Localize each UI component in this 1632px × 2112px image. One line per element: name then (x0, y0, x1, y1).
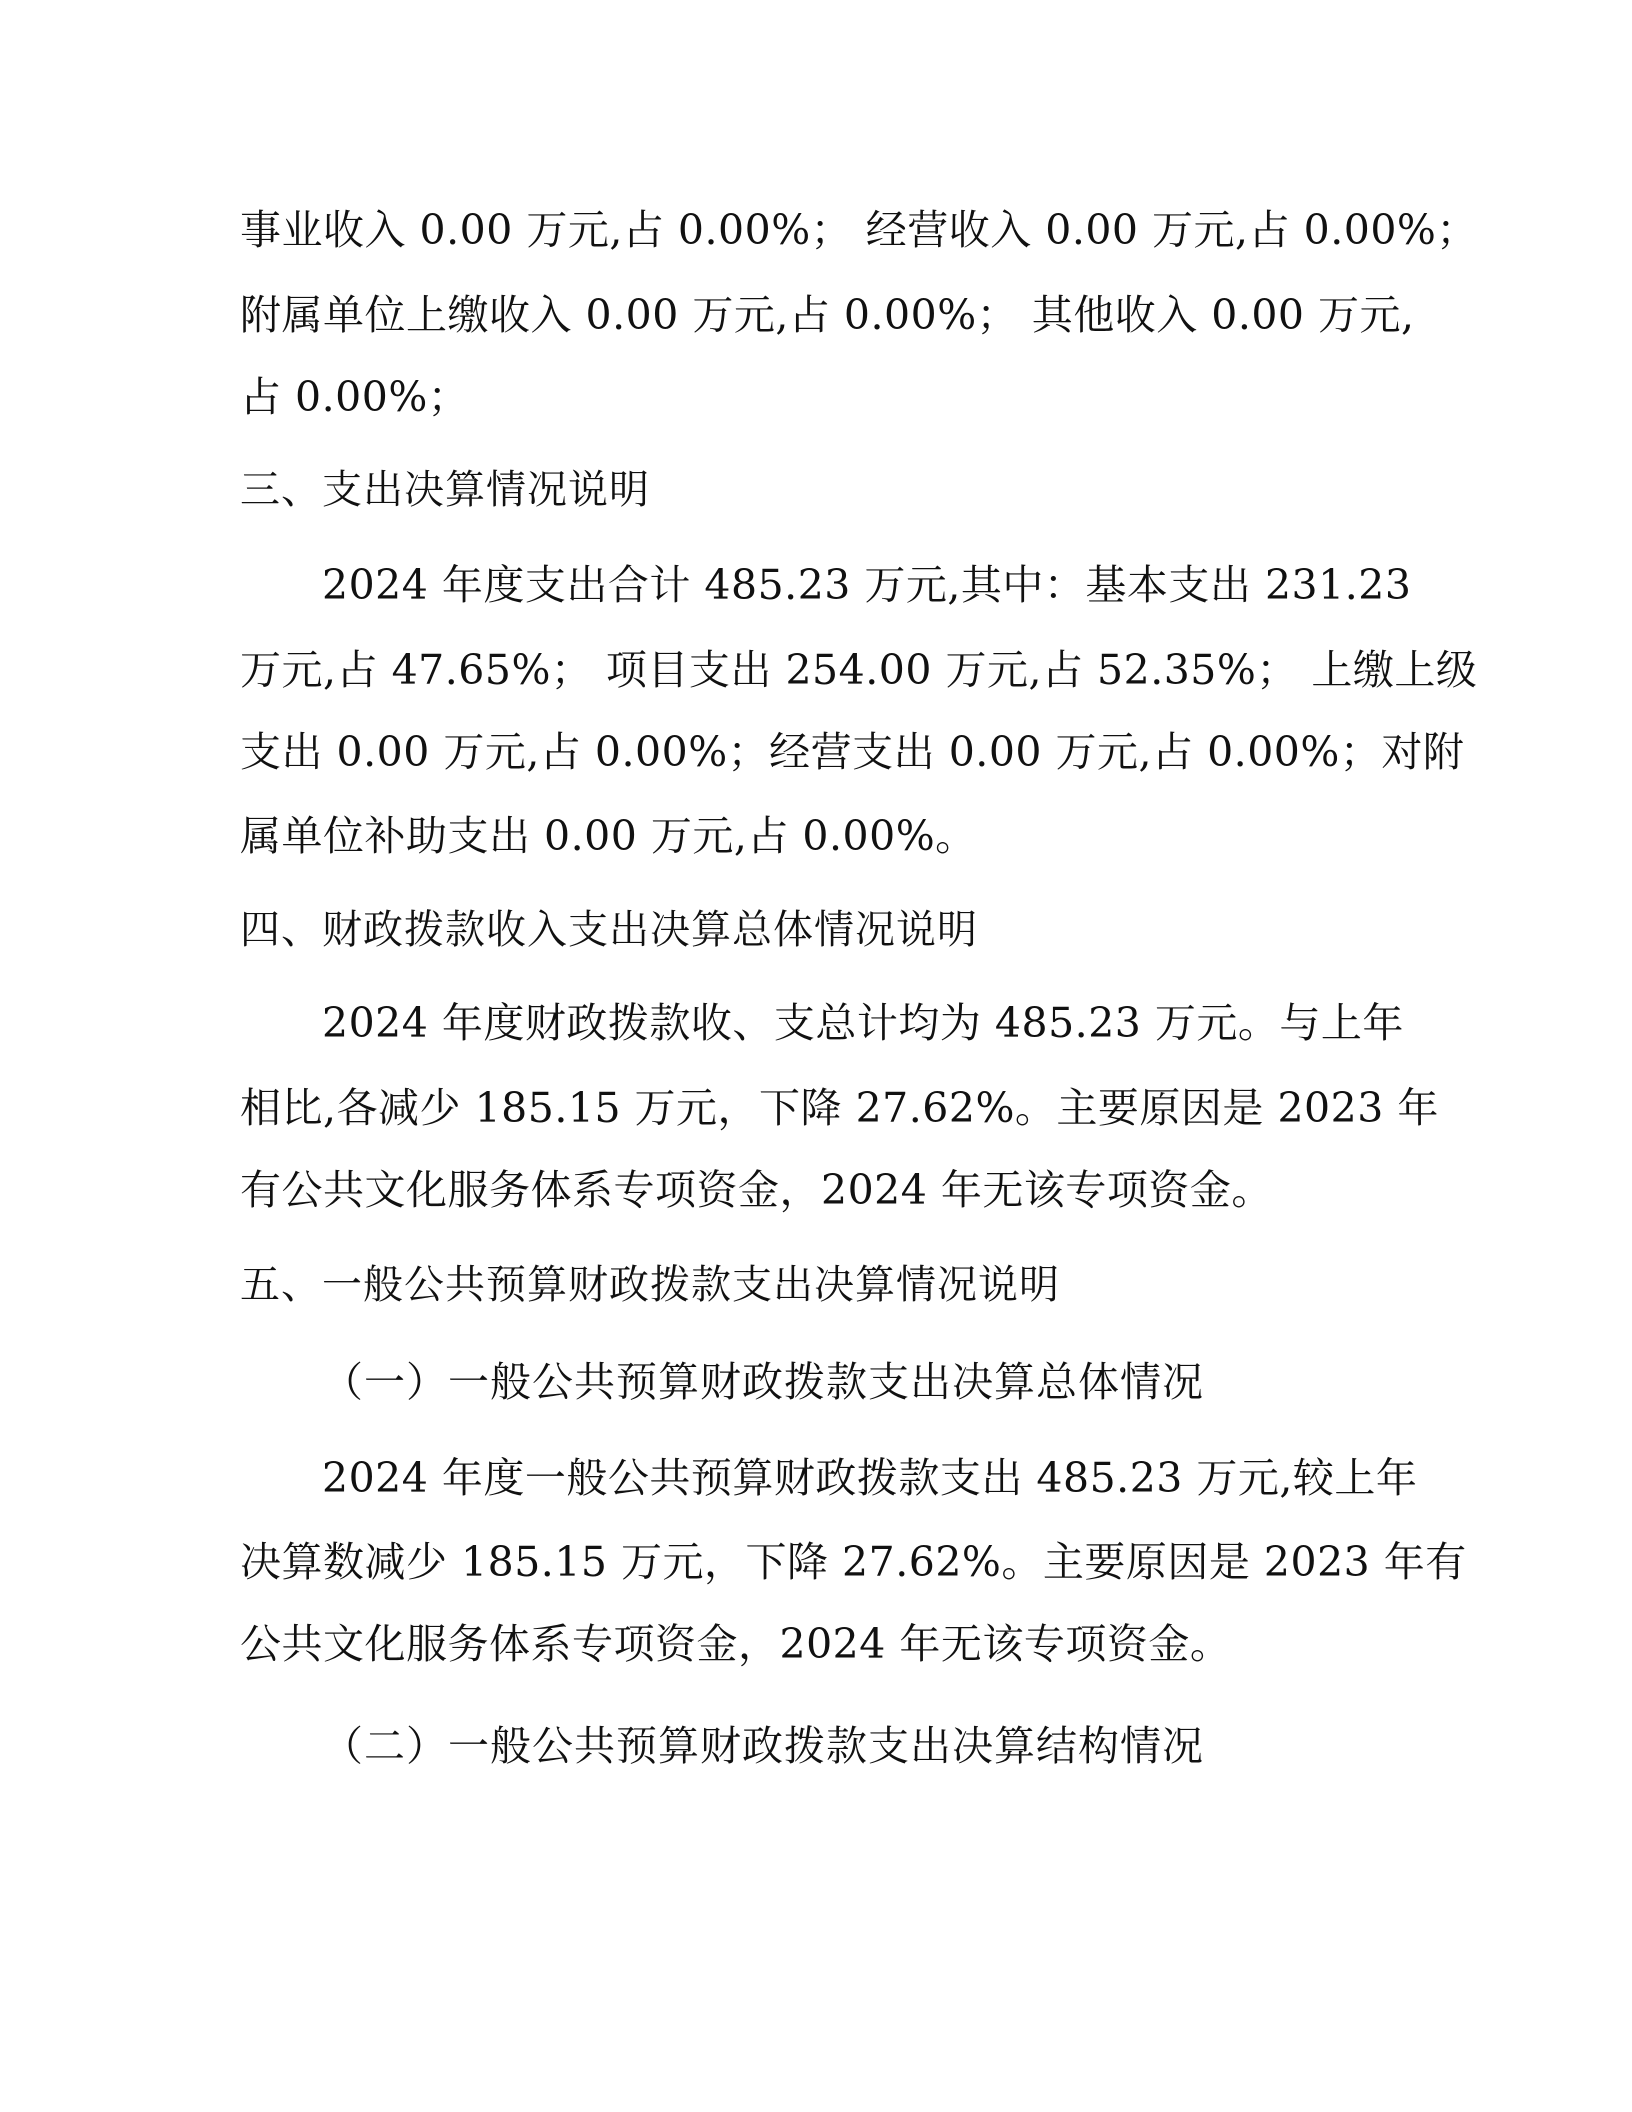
paragraph-line: 万元,占 47.65%； 项目支出 254.00 万元,占 52.35%； 上缴上级 (240, 646, 1478, 694)
paragraph-line: 相比,各减少 185.15 万元，下降 27.62%。主要原因是 2023 年 (240, 1084, 1439, 1132)
section-heading-4: 四、财政拨款收入支出决算总体情况说明 (240, 907, 978, 953)
paragraph-line: 事业收入 0.00 万元,占 0.00%； 经营收入 0.00 万元,占 0.00%； (240, 206, 1478, 254)
paragraph-line: 有公共文化服务体系专项资金，2024 年无该专项资金。 (240, 1166, 1273, 1214)
section-heading-5: 五、一般公共预算财政拨款支出决算情况说明 (240, 1262, 1060, 1308)
section-heading-3: 三、支出决算情况说明 (240, 467, 650, 513)
paragraph-line: 占 0.00%； (240, 373, 470, 421)
paragraph-line: 决算数减少 185.15 万元，下降 27.62%。主要原因是 2023 年有 (240, 1538, 1467, 1586)
paragraph-line: 附属单位上缴收入 0.00 万元,占 0.00%； 其他收入 0.00 万元, (240, 291, 1415, 339)
paragraph-line: 支出 0.00 万元,占 0.00%；经营支出 0.00 万元,占 0.00%；对附 (240, 728, 1465, 776)
paragraph-line: 公共文化服务体系专项资金，2024 年无该专项资金。 (240, 1620, 1232, 1668)
paragraph-line: 2024 年度财政拨款收、支总计均为 485.23 万元。与上年 (322, 999, 1404, 1047)
paragraph-line: 属单位补助支出 0.00 万元,占 0.00%。 (240, 812, 977, 860)
paragraph-line: 2024 年度一般公共预算财政拨款支出 485.23 万元,较上年 (322, 1454, 1418, 1502)
paragraph-line: 2024 年度支出合计 485.23 万元,其中：基本支出 231.23 (322, 561, 1412, 609)
subsection-heading: （一）一般公共预算财政拨款支出决算总体情况 (322, 1358, 1204, 1406)
subsection-heading: （二）一般公共预算财政拨款支出决算结构情况 (322, 1722, 1204, 1770)
